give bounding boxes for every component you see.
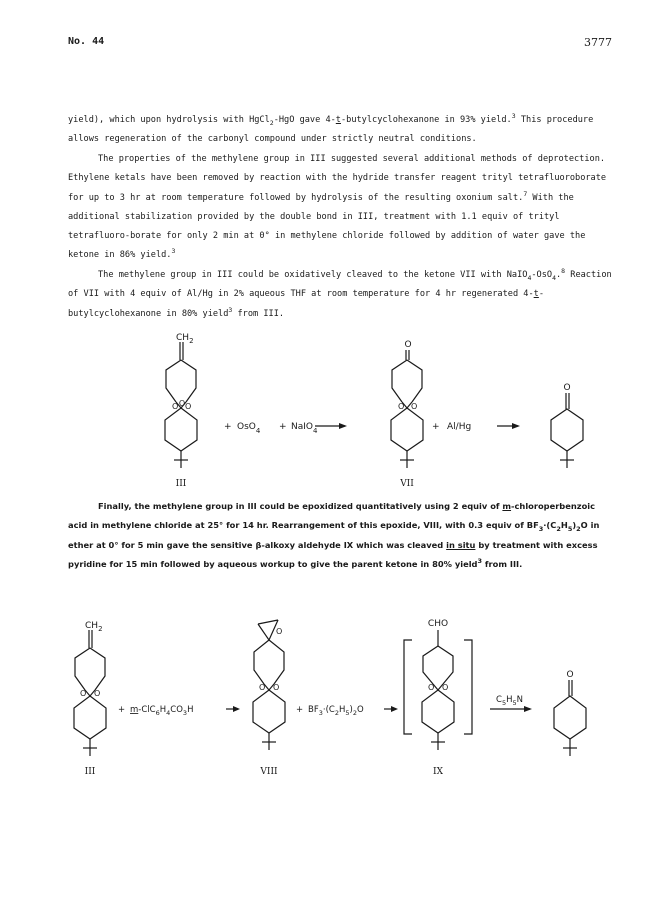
svg-text:O: O <box>172 402 179 411</box>
reaction-scheme-1 <box>0 330 672 490</box>
svg-text:O: O <box>273 683 280 692</box>
svg-text:m-ClC6H4CO3H: $m-ClC_6H_4CO_3H$ <box>130 705 194 717</box>
svg-text:O: O <box>404 340 412 350</box>
svg-text:CH2: $CH_2$ <box>176 333 194 345</box>
svg-text:O: O <box>428 683 435 692</box>
svg-text:O: O <box>259 683 266 692</box>
svg-text:O: O <box>80 689 87 698</box>
svg-text:Al/Hg: Al/Hg <box>447 422 472 432</box>
svg-text:+: + <box>432 422 440 432</box>
journal-issue: No. 44 <box>68 36 105 47</box>
reaction-scheme-2 <box>0 606 672 782</box>
svg-text:O: O <box>276 627 283 636</box>
svg-text:IX: IX <box>433 767 443 777</box>
paragraph-4: Finally, the methylene group in III could be epoxidized quantitatively using 2 equiv of m-chloroperbenzoic acid in methylene chloride at 25° for 14 hr. Rearrangement of this epoxide, VIII, with 0.3 equiv of $BF_3\cdot(C_2H_5)_2O$ in ether at 0° for 5 min gave the sensitive β-alkoxy aldehyde IX which was cleaved in situ by treatment with excess pyridine for 15 min followed by aqueous workup to give the parent ketone in 80% yield$^3$ from III. <box>68 501 600 569</box>
svg-text:CH2: $CH_2$ <box>85 621 103 633</box>
svg-text:C5H5N: $C_5H_5N$ <box>496 695 523 707</box>
svg-text:O: O <box>398 402 405 411</box>
page-number: 3777 <box>584 36 612 49</box>
svg-text:+: + <box>296 705 304 715</box>
svg-text:+: + <box>224 422 232 432</box>
svg-text:O: O <box>563 383 571 393</box>
svg-text:O: O <box>185 402 192 411</box>
svg-text:III: III <box>84 767 96 777</box>
svg-text:O: O <box>94 689 101 698</box>
svg-text:+: + <box>279 422 287 432</box>
svg-text:NaIO4: NaIO$_4$ <box>291 422 318 435</box>
svg-text:VIII: VIII <box>260 767 278 777</box>
svg-text:CHO: CHO <box>427 619 449 629</box>
paragraph-2: The properties of the methylene group in III suggested several additional methods of deprotection. Ethylene ketals have been removed by reaction with the hydride transfer reagent trityl tetrafluoroborate for up to 3 hr at room temperature followed by hydrolysis of the resulting oxonium salt.$^7$ With the additional stabilization provided by the double bond in III, treatment with 1.1 equiv of trityl tetrafluoro-borate for only 2 min at 0° in methylene chloride followed by addition of water gave the ketone in 86% yield.$^3$ <box>68 154 607 261</box>
svg-text:O: O <box>178 399 186 408</box>
svg-text:III: III <box>175 479 187 489</box>
svg-text:O: O <box>411 402 418 411</box>
svg-text:BF3·(C2H5)2O: $BF_3\cdot(C_2H_5)_2O$ <box>308 705 364 717</box>
svg-text:O: O <box>566 670 574 680</box>
svg-text:OsO4: OsO$_4$ <box>237 422 261 435</box>
svg-text:O: O <box>442 683 449 692</box>
paragraph-1: yield), which upon hydrolysis with HgCl$_2$-HgO gave 4-t-butylcyclohexanone in 93% yield.$^3$ This procedure allows regeneration of the carbonyl compound under strictly neutral conditions. <box>68 112 594 145</box>
svg-text:+: + <box>118 705 126 715</box>
paragraph-3: The methylene group in III could be oxidatively cleaved to the ketone VII with NaIO$_4$-OsO$_4$.$^8$ Reaction of VII with 4 equiv of Al/Hg in 2% aqueous THF at room temperature for 4 hr regenerated 4-t-butylcyclohexanone in 80% yield$^3$ from III. <box>68 267 612 319</box>
svg-text:VII: VII <box>400 479 414 489</box>
